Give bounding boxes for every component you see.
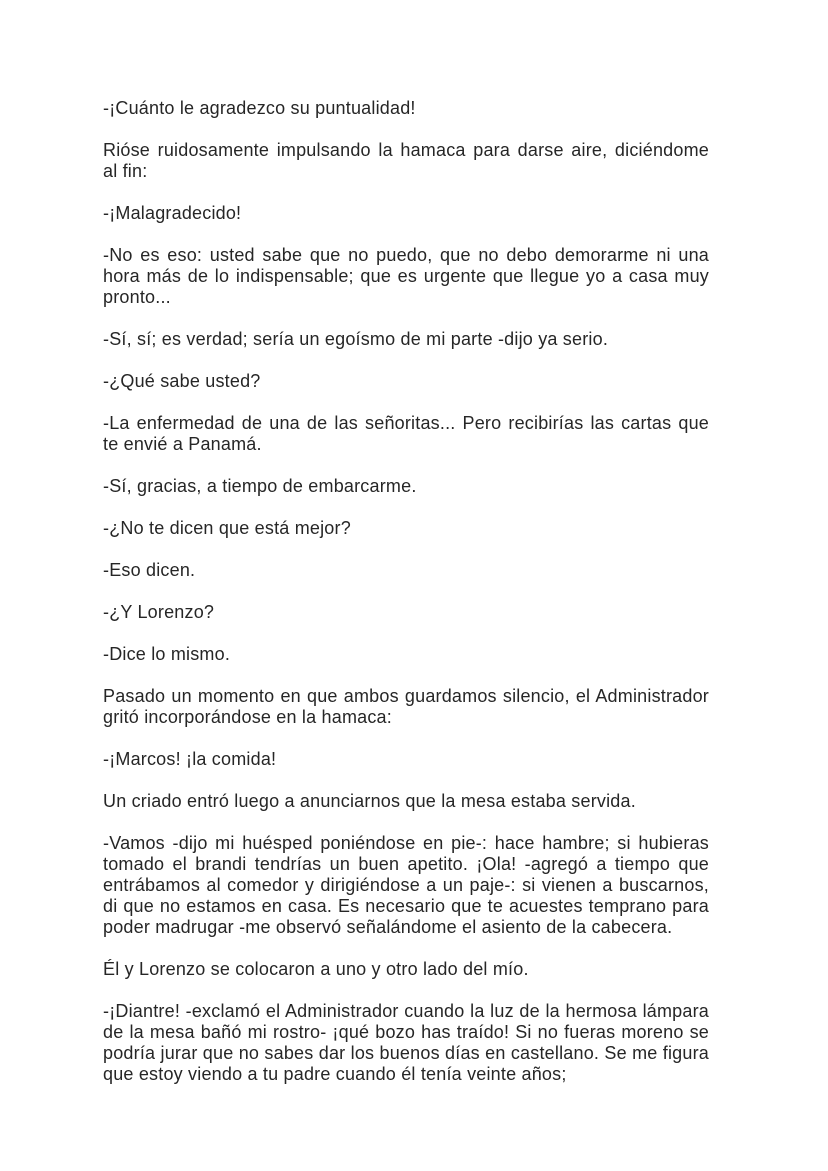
paragraph: Un criado entró luego a anunciarnos que la mesa estaba servida. <box>103 791 636 811</box>
paragraph: -¿Qué sabe usted? <box>103 371 261 391</box>
paragraph: -Sí, gracias, a tiempo de embarcarme. <box>103 476 417 496</box>
paragraph: -Eso dicen. <box>103 560 196 580</box>
paragraph: -Sí, sí; es verdad; sería un egoísmo de mi parte -dijo ya serio. <box>103 329 609 349</box>
paragraph: -No es eso: usted sabe que no puedo, que no debo demorarme ni una hora más de lo indispensable; que es urgente que llegue yo a casa muy pronto... <box>103 245 709 307</box>
paragraph: -¿No te dicen que está mejor? <box>103 518 351 538</box>
paragraph: -La enfermedad de una de las señoritas... Pero recibirías las cartas que te envié a Panamá. <box>103 413 709 454</box>
document-text-block <box>103 98 709 1085</box>
paragraph: -¡Cuánto le agradezco su puntualidad! <box>103 98 416 118</box>
paragraph: -¡Marcos! ¡la comida! <box>103 749 277 769</box>
paragraph: -¡Diantre! -exclamó el Administrador cuando la luz de la hermosa lámpara de la mesa bañó mi rostro- ¡qué bozo has traído! Si no fueras moreno se podría jurar que no sabes dar los buenos días en castellano. Se me figura que estoy viendo a tu padre cuando él tenía veinte años; <box>103 1001 709 1084</box>
paragraph: Él y Lorenzo se colocaron a uno y otro lado del mío. <box>103 959 529 979</box>
paragraph: -¡Malagradecido! <box>103 203 242 223</box>
paragraph: Pasado un momento en que ambos guardamos silencio, el Administrador gritó incorporándose en la hamaca: <box>103 686 709 727</box>
paragraph: -¿Y Lorenzo? <box>103 602 215 622</box>
paragraph: Rióse ruidosamente impulsando la hamaca para darse aire, diciéndome al fin: <box>103 140 709 181</box>
paragraph: -Vamos -dijo mi huésped poniéndose en pie-: hace hambre; si hubieras tomado el brandi tendrías un buen apetito. ¡Ola! -agregó a tiempo que entrábamos al comedor y dirigiéndose a un paje-: si vienen a buscarnos, di que no estamos en casa. Es necesario que te acuestes temprano para poder madrugar -me observó señalándome el asiento de la cabecera. <box>103 833 709 937</box>
paragraph: -Dice lo mismo. <box>103 644 231 664</box>
